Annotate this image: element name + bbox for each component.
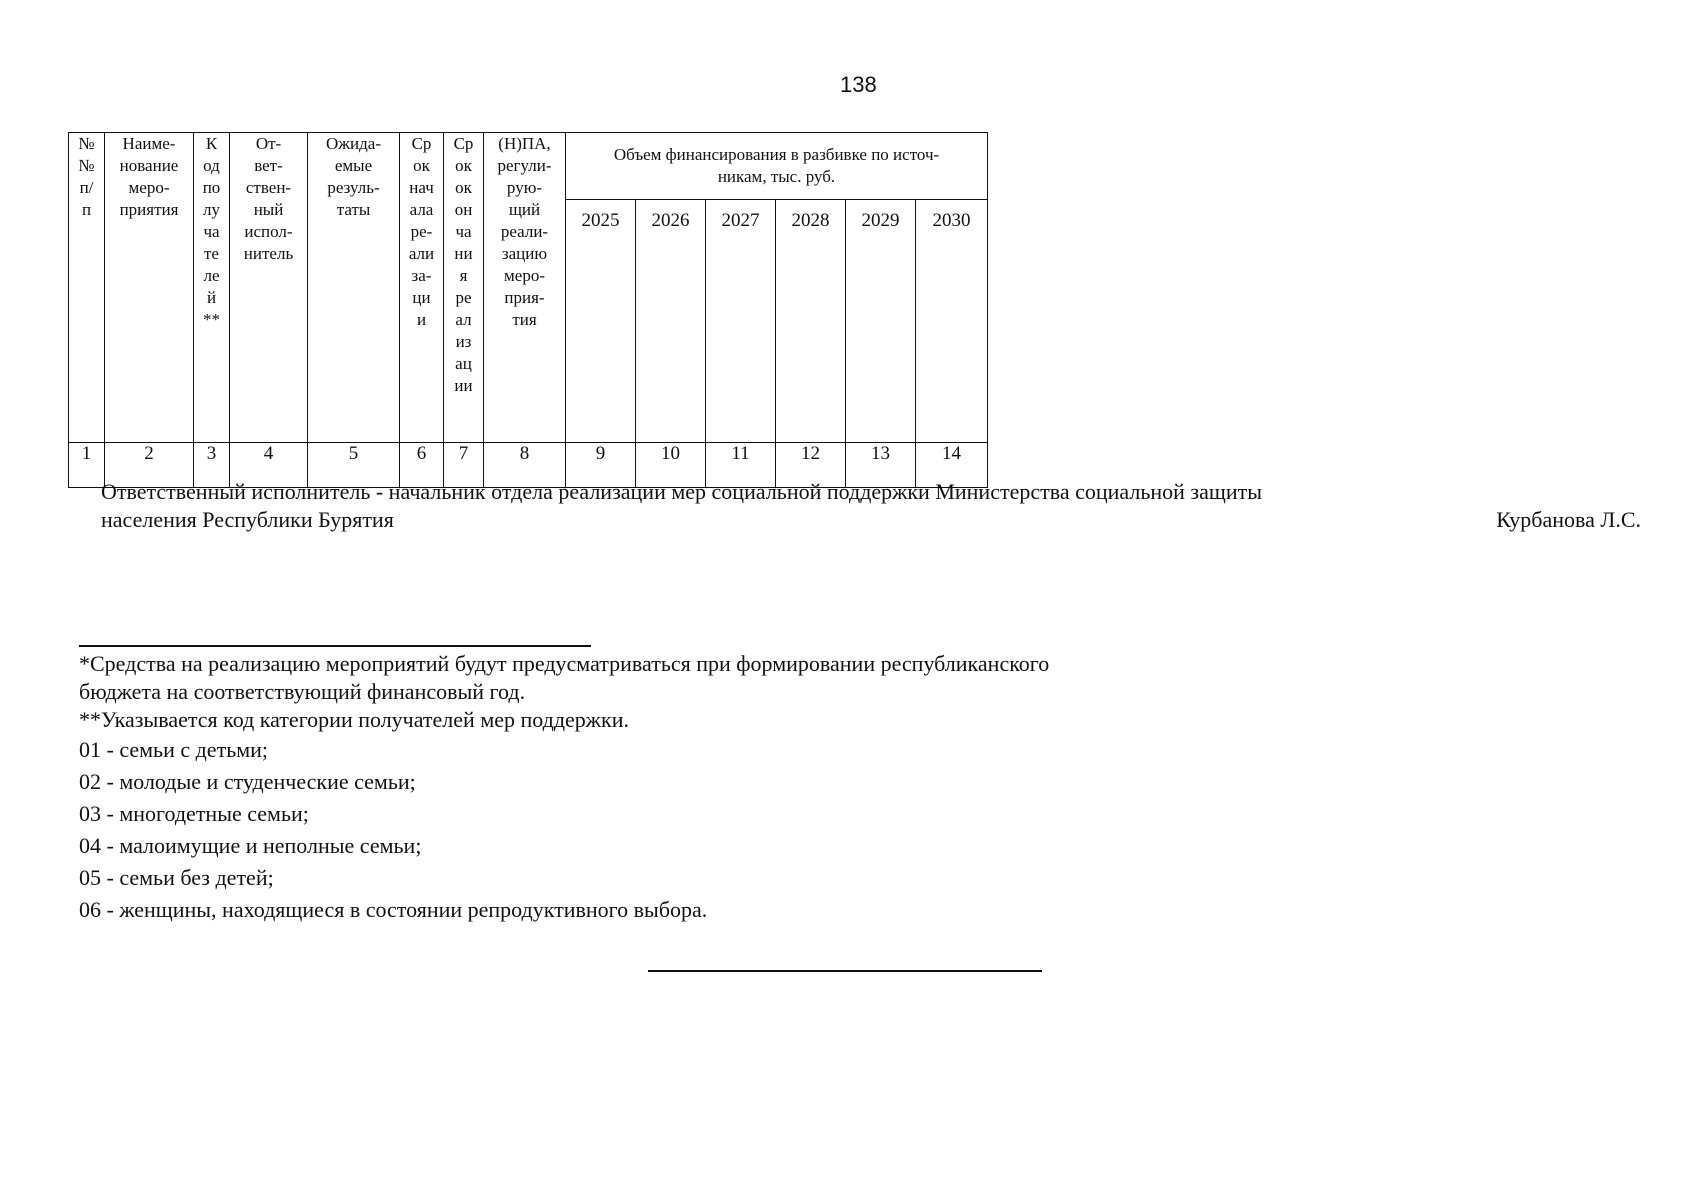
column-number: 1 (69, 443, 105, 488)
header-start-date: Ср ок нач ала ре- али за- ци и (400, 133, 444, 443)
header-funding-volume: Объем финансирования в разбивке по источ- никам, тыс. руб. (566, 133, 988, 200)
header-year: 2025 (566, 200, 636, 443)
header-year: 2028 (776, 200, 846, 443)
header-year: 2027 (706, 200, 776, 443)
category-item: 02 - молодые и студенческие семьи; (79, 769, 416, 794)
responsible-text-line-1: Ответственный исполнитель - начальник отдела реализации мер социальной поддержки Министерства социальной защиты (101, 479, 1262, 504)
column-number: 9 (566, 443, 636, 488)
responsible-name: Курбанова Л.С. (1496, 507, 1641, 532)
column-number: 10 (636, 443, 706, 488)
column-number: 7 (444, 443, 484, 488)
column-number: 2 (105, 443, 194, 488)
header-activity-name: Наиме- нование меро- приятия (105, 133, 194, 443)
category-item: 04 - малоимущие и неполные семьи; (79, 833, 422, 858)
document-end-line (648, 970, 1042, 972)
header-end-date: Ср ок ок он ча ни я ре ал из ац ии (444, 133, 484, 443)
column-number: 6 (400, 443, 444, 488)
header-recipient-code: К од по лу ча те ле й ** (194, 133, 230, 443)
footnote-2: **Указывается код категории получателей мер поддержки. (79, 707, 629, 732)
column-number: 3 (194, 443, 230, 488)
column-number: 12 (776, 443, 846, 488)
header-expected-results: Ожида- емые резуль- таты (308, 133, 400, 443)
column-number: 11 (706, 443, 776, 488)
header-legal-act: (Н)ПА, регули- рую- щий реали- зацию меро- прия- тия (484, 133, 566, 443)
header-row-number: № № п/ п (69, 133, 105, 443)
responsible-executor-block (101, 478, 1641, 534)
header-row (69, 133, 988, 200)
footnote-1-line-2: бюджета на соответствующий финансовый год. (79, 679, 526, 704)
column-number: 4 (230, 443, 308, 488)
column-number: 8 (484, 443, 566, 488)
column-number: 14 (916, 443, 988, 488)
header-year: 2029 (846, 200, 916, 443)
header-responsible: От- вет- ствен- ный испол- нитель (230, 133, 308, 443)
page-number: 138 (840, 72, 877, 97)
responsible-text-line-2: населения Республики Бурятия (101, 507, 394, 532)
category-item: 03 - многодетные семьи; (79, 801, 309, 826)
footnote-1-line-1: *Средства на реализацию мероприятий будут предусматриваться при формировании республиканского (79, 651, 1050, 676)
column-number: 13 (846, 443, 916, 488)
column-number: 5 (308, 443, 400, 488)
header-year: 2026 (636, 200, 706, 443)
footnote-separator (79, 645, 591, 647)
activities-table (68, 132, 988, 488)
category-item: 05 - семьи без детей; (79, 865, 274, 890)
category-item: 01 - семьи с детьми; (79, 737, 269, 762)
header-year: 2030 (916, 200, 988, 443)
footnotes (79, 650, 1049, 926)
category-item: 06 - женщины, находящиеся в состоянии репродуктивного выбора. (79, 897, 708, 922)
